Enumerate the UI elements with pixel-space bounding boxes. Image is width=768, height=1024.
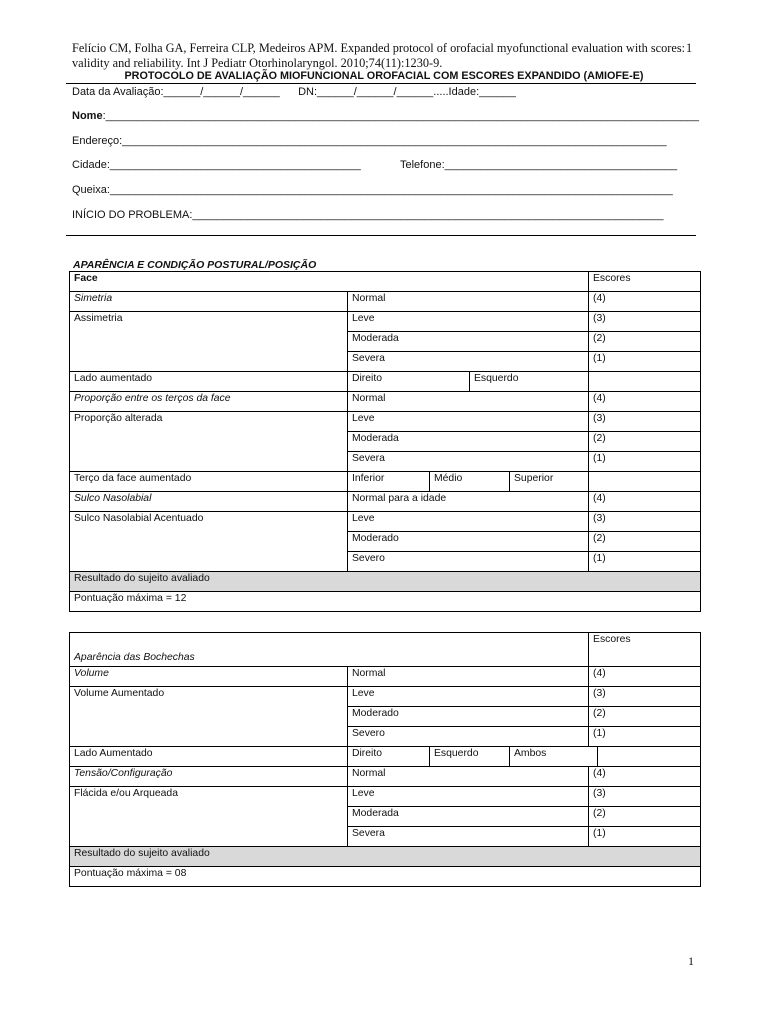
volume-aumentado-leve-score: (3) bbox=[589, 687, 701, 707]
table-row bbox=[70, 312, 701, 332]
cheeks-table bbox=[69, 632, 701, 887]
lado-options bbox=[348, 372, 589, 392]
proporcao-alterada-severa: Severa bbox=[348, 452, 589, 472]
volume-aumentado-label: Volume Aumentado bbox=[70, 687, 348, 747]
terco-score-empty bbox=[589, 472, 701, 492]
assimetria-severa-score: (1) bbox=[589, 352, 701, 372]
lado-esquerdo: Esquerdo bbox=[469, 372, 588, 391]
terco-label: Terço da face aumentado bbox=[70, 472, 348, 492]
table-row bbox=[70, 787, 701, 807]
table-row bbox=[70, 512, 701, 532]
table-row bbox=[70, 292, 701, 312]
sulco-acentuado-label: Sulco Nasolabial Acentuado bbox=[70, 512, 348, 572]
name-underline: :_________________________________________________________________________________________________ bbox=[102, 110, 700, 122]
table-row bbox=[70, 572, 701, 592]
cheeks-max-score: Pontuação máxima = 08 bbox=[70, 867, 701, 887]
corner-page-number: 1 bbox=[686, 41, 693, 55]
assimetria-leve: Leve bbox=[348, 312, 589, 332]
face-header: Face bbox=[70, 272, 589, 292]
assimetria-moderada-score: (2) bbox=[589, 332, 701, 352]
sulco-acentuado-leve-score: (3) bbox=[589, 512, 701, 532]
flacida-moderada: Moderada bbox=[348, 807, 589, 827]
volume-score: (4) bbox=[589, 667, 701, 687]
tensao-score: (4) bbox=[589, 767, 701, 787]
sulco-acentuado-moderado-score: (2) bbox=[589, 532, 701, 552]
flacida-severa-score: (1) bbox=[589, 827, 701, 847]
date-line: Data da Avaliação:______/______/______ DN:______/______/______.....Idade:______ bbox=[72, 86, 516, 98]
city-field: Cidade:_________________________________________ bbox=[72, 159, 361, 171]
table-row bbox=[70, 412, 701, 432]
flacida-severa: Severa bbox=[348, 827, 589, 847]
simetria-label: Simetria bbox=[70, 292, 348, 312]
table-row bbox=[70, 372, 701, 392]
sulco-label: Sulco Nasolabial bbox=[70, 492, 348, 512]
protocol-title: PROTOCOLO DE AVALIAÇÃO MIOFUNCIONAL OROFACIAL COM ESCORES EXPANDIDO (AMIOFE-E) bbox=[124, 70, 644, 82]
flacida-leve-score: (3) bbox=[589, 787, 701, 807]
cheeks-lado-direito: Direito bbox=[352, 748, 383, 759]
volume-aumentado-severo-score: (1) bbox=[589, 727, 701, 747]
address-field: Endereço:_________________________________________________________________________________________ bbox=[72, 135, 667, 147]
volume-value: Normal bbox=[348, 667, 589, 687]
phone-field: Telefone:______________________________________ bbox=[400, 159, 678, 171]
title-rule bbox=[66, 83, 696, 84]
proporcao-alterada-moderada-score: (2) bbox=[589, 432, 701, 452]
proporcao-value: Normal bbox=[348, 392, 589, 412]
cheeks-lado-label: Lado Aumentado bbox=[70, 747, 348, 767]
assimetria-label: Assimetria bbox=[70, 312, 348, 372]
face-max-score: Pontuação máxima = 12 bbox=[70, 592, 701, 612]
cheeks-scores-header: Escores bbox=[589, 633, 701, 667]
cheeks-lado-esquerdo: Esquerdo bbox=[429, 747, 509, 766]
table-row bbox=[70, 687, 701, 707]
cheeks-lado-score-empty bbox=[597, 747, 700, 766]
flacida-leve: Leve bbox=[348, 787, 589, 807]
cheeks-header: Aparência das Bochechas bbox=[70, 633, 589, 667]
table-row bbox=[70, 747, 701, 767]
cheeks-lado-ambos: Ambos bbox=[509, 747, 597, 766]
lado-label: Lado aumentado bbox=[70, 372, 348, 392]
assimetria-leve-score: (3) bbox=[589, 312, 701, 332]
proporcao-alterada-label: Proporção alterada bbox=[70, 412, 348, 472]
complaint-field: Queixa:____________________________________________________________________________________________ bbox=[72, 184, 673, 196]
name-label: Nome bbox=[72, 110, 103, 122]
simetria-value: Normal bbox=[348, 292, 589, 312]
cheeks-lado-options bbox=[348, 747, 701, 767]
proporcao-alterada-severa-score: (1) bbox=[589, 452, 701, 472]
proporcao-alterada-leve: Leve bbox=[348, 412, 589, 432]
assimetria-severa: Severa bbox=[348, 352, 589, 372]
flacida-label: Flácida e/ou Arqueada bbox=[70, 787, 348, 847]
tensao-label: Tensão/Configuração bbox=[70, 767, 348, 787]
simetria-score: (4) bbox=[589, 292, 701, 312]
section-title: APARÊNCIA E CONDIÇÃO POSTURAL/POSIÇÃO bbox=[73, 259, 317, 271]
sulco-acentuado-leve: Leve bbox=[348, 512, 589, 532]
sulco-acentuado-severo-score: (1) bbox=[589, 552, 701, 572]
table-row bbox=[70, 667, 701, 687]
sulco-value: Normal para a idade bbox=[348, 492, 589, 512]
volume-aumentado-severo: Severo bbox=[348, 727, 589, 747]
face-table bbox=[69, 271, 701, 612]
terco-superior: Superior bbox=[509, 472, 588, 491]
table-row bbox=[70, 272, 701, 292]
tensao-value: Normal bbox=[348, 767, 589, 787]
name-field bbox=[72, 110, 699, 122]
citation: Felício CM, Folha GA, Ferreira CLP, Medeiros APM. Expanded protocol of orofacial myofunctional evaluation with scores: validity and reliability. Int J Pediatr Otorhinolaryngol. 2010;74(11):1230-9. bbox=[72, 41, 686, 70]
form-bottom-rule bbox=[66, 235, 696, 236]
proporcao-score: (4) bbox=[589, 392, 701, 412]
lado-score-empty bbox=[589, 372, 701, 392]
scores-header: Escores bbox=[589, 272, 701, 292]
table-row bbox=[70, 867, 701, 887]
cheeks-result: Resultado do sujeito avaliado bbox=[70, 847, 701, 867]
sulco-acentuado-moderado: Moderado bbox=[348, 532, 589, 552]
volume-label: Volume bbox=[70, 667, 348, 687]
table-row bbox=[70, 767, 701, 787]
sulco-score: (4) bbox=[589, 492, 701, 512]
proporcao-alterada-moderada: Moderada bbox=[348, 432, 589, 452]
sulco-acentuado-severo: Severo bbox=[348, 552, 589, 572]
terco-options bbox=[348, 472, 589, 492]
table-row bbox=[70, 392, 701, 412]
terco-inferior: Inferior bbox=[352, 473, 385, 484]
face-result: Resultado do sujeito avaliado bbox=[70, 572, 701, 592]
volume-aumentado-leve: Leve bbox=[348, 687, 589, 707]
table-row bbox=[70, 633, 701, 667]
terco-medio: Médio bbox=[429, 472, 509, 491]
table-row bbox=[70, 472, 701, 492]
proporcao-alterada-leve-score: (3) bbox=[589, 412, 701, 432]
assimetria-moderada: Moderada bbox=[348, 332, 589, 352]
flacida-moderada-score: (2) bbox=[589, 807, 701, 827]
proporcao-label: Proporção entre os terços da face bbox=[70, 392, 348, 412]
volume-aumentado-moderado-score: (2) bbox=[589, 707, 701, 727]
table-row bbox=[70, 592, 701, 612]
table-row bbox=[70, 847, 701, 867]
page-number: 1 bbox=[688, 954, 694, 968]
lado-direito: Direito bbox=[352, 373, 383, 384]
table-row bbox=[70, 492, 701, 512]
problem-start-field: INÍCIO DO PROBLEMA:_____________________________________________________________________________ bbox=[72, 209, 664, 221]
volume-aumentado-moderado: Moderado bbox=[348, 707, 589, 727]
